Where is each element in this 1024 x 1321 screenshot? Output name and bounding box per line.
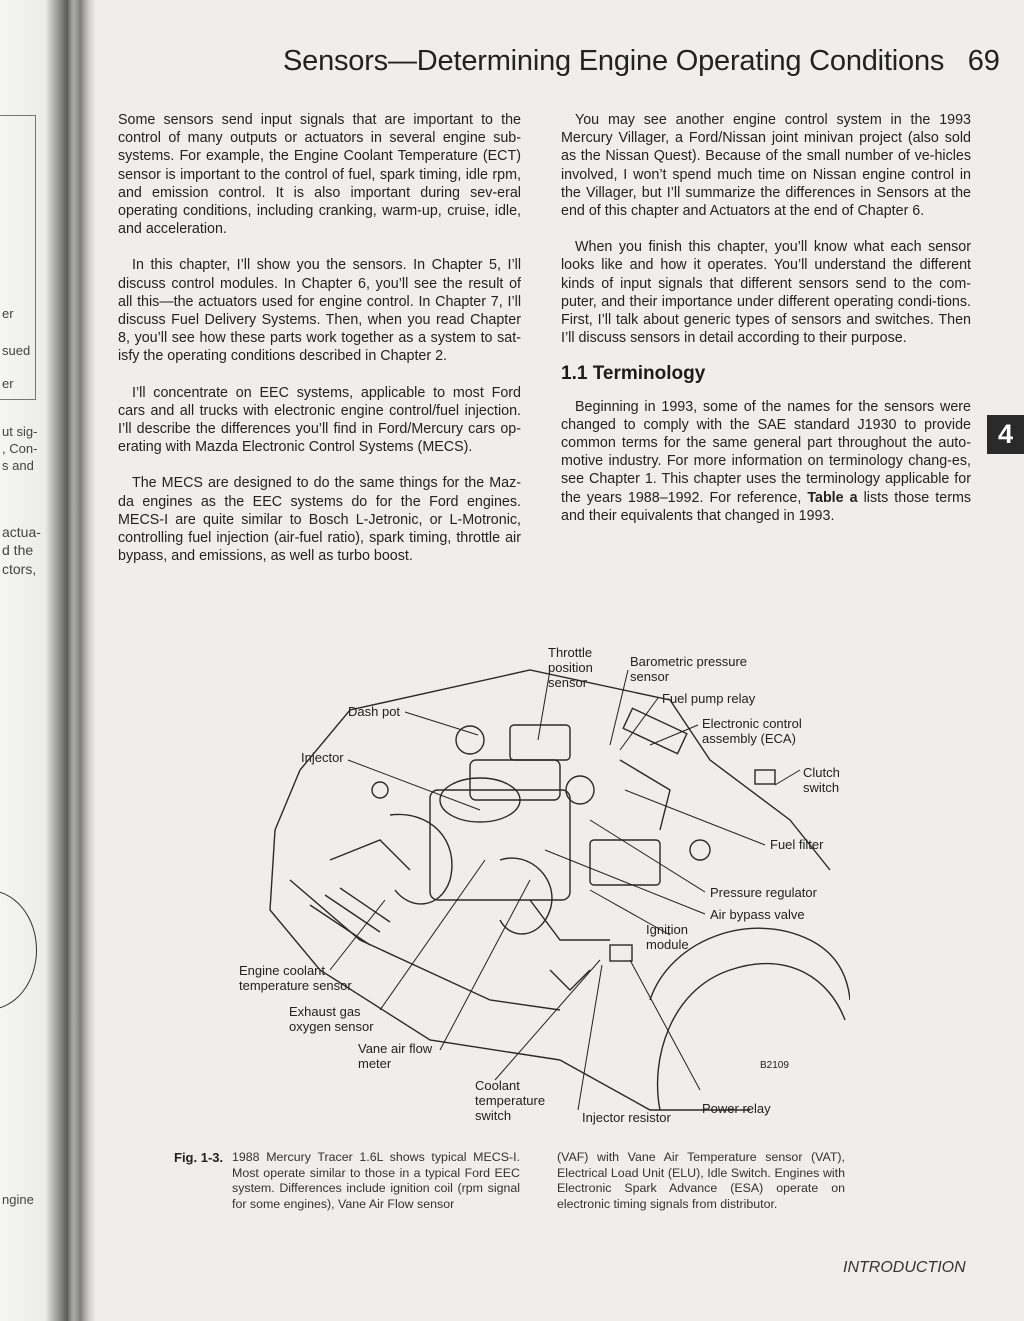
paragraph: In this chapter, I’ll show you the sensors. In Chapter 5, I’ll discuss control modules. In Chapter 6, you’ll see the result of all this—the actuators used for engine control. In Chapter 7, I’ll discuss Fuel Delivery Systems. Then, when you read Chapter 8, you’ll see how these parts work together as a system to sat-isfy the operating conditions described in Chapter 2. [118,257,521,365]
right-column [561,111,971,543]
footer-section-name: INTRODUCTION [843,1259,966,1276]
figure-label: Fig. 1-3. [174,1150,224,1165]
page-number: 69 [967,45,1000,77]
label-injector-resistor: Injector resistor [582,1110,671,1125]
prev-page-fragment: actua- [2,524,41,540]
engine-figure [230,640,850,1140]
label-dash-pot: Dash pot [348,704,401,719]
paragraph: When you finish this chapter, you’ll know what each sensor looks like and how it operates. You’ll understand the different kinds of input signals that different sensors send to the com-puter, and their importance under different operating condi-tions. First, I’ll talk about generic types of sensors and switches. Then I’ll discuss sensors in detail according to their purpose. [561,239,971,347]
label-eca: Electronic control assembly (ECA) [702,716,802,746]
label-throttle-position-sensor: Throttle position sensor [548,645,593,690]
paragraph-text: Beginning in 1993, some of the names for the sensors were changed to comply with the SAE standard J1930 to provide common terms for the same general part throughout the auto-motive industry. For more information on terminology chang-es, see Chapter 1. This chapter uses the terminology applicable for the years 1988–1992. For reference, [561,398,971,506]
prev-page-fragment: er [2,306,14,321]
header-title: Sensors—Determining Engine Operating Conditions [283,45,945,77]
figure-caption-left [174,1150,520,1212]
label-exhaust-gas-oxygen-sensor: Exhaust gas oxygen sensor [289,1004,374,1034]
prev-page-fragment: d the [2,542,34,558]
paragraph: The MECS are designed to do the same things for the Maz-da engines as the EEC systems do for the Ford engines. MECS-I are quite similar to Bosch L-Jetronic, or L-Motronic, controlling fuel injection (air-fuel ratio), spark timing, throttle air bypass, and emissions, as well as turbo boost. [118,475,521,565]
label-fuel-pump-relay: Fuel pump relay [662,691,756,706]
prev-page-fragment: , Con- [2,441,38,456]
section-heading: 1.1 Terminology [561,363,706,385]
label-clutch-switch: Clutch switch [803,765,840,795]
label-barometric-pressure-sensor: Barometric pressure sensor [630,654,748,684]
paragraph-text: lists those terms and their equivalents that changed in 1993. [561,489,972,524]
prev-page-fragment: sued [2,343,31,358]
figure-caption-right: (VAF) with Vane Air Temperature sensor (VAT), Electrical Load Unit (ELU), Idle Switch. Engines with Electronic Spark Advance (ESA) operate on electronic timing signals from distributor. [557,1150,845,1211]
paragraph: Some sensors send input signals that are important to the control of many outputs or actuators in several engine sub-systems. For example, the Engine Coolant Temperature (ECT) sensor is important to the control of fuel, spark timing, idle rpm, and emission control. It is also important during sev-eral operating conditions, including cranking, warm-up, cruise, idle, and acceleration. [118,112,521,238]
label-engine-coolant-temperature-sensor: Engine coolant temperature sensor [239,963,352,993]
chapter-tab: 4 [987,415,1024,454]
label-coolant-temperature-switch: Coolant temperature switch [475,1078,546,1123]
label-fuel-filter: Fuel filter [770,837,824,852]
label-ignition-module: Ignition module [646,922,689,952]
prev-page-fragment: ut sig- [2,424,38,439]
paragraph: I’ll concentrate on EEC systems, applicable to most Ford cars and all trucks with electronic engine control/fuel injection. I’ll describe the differences you’ll find in Ford/Mercury cars op-erating with Mazda Electronic Control Systems (MECS). [118,384,521,456]
table-reference: Table a [807,489,858,506]
left-column [118,111,521,583]
prev-page-fragment: ngine [2,1192,34,1207]
prev-page-fragment: er [2,376,14,391]
label-pressure-regulator: Pressure regulator [710,885,817,900]
prev-page-fragment: ctors, [2,561,37,577]
label-power-relay: Power relay [702,1101,771,1116]
figure-code: B2109 [760,1060,789,1071]
label-injector: Injector [301,750,344,765]
running-header [283,45,1000,78]
paragraph: You may see another engine control system in the 1993 Mercury Villager, a Ford/Nissan joint minivan project (also sold as the Nissan Quest). Because of the small number of ve-hicles involved, I won’t spend much time on Nissan engine control in the Villager, but I’ll summarize the differences in Sensors at the end of this chapter and Actuators at the end of Chapter 6. [561,112,971,220]
label-air-bypass-valve: Air bypass valve [710,907,805,922]
prev-page-fragment: s and [2,458,34,473]
label-vane-air-flow-meter: Vane air flow meter [358,1041,433,1071]
caption-text: 1988 Mercury Tracer 1.6L shows typical MECS-I. Most operate similar to those in a typical Ford EEC system. Differences include ignition coil (rpm signal for some engines), Vane Air Flow sensor [232,1150,520,1211]
gutter-shadow [70,0,96,1321]
paragraph [561,398,971,525]
